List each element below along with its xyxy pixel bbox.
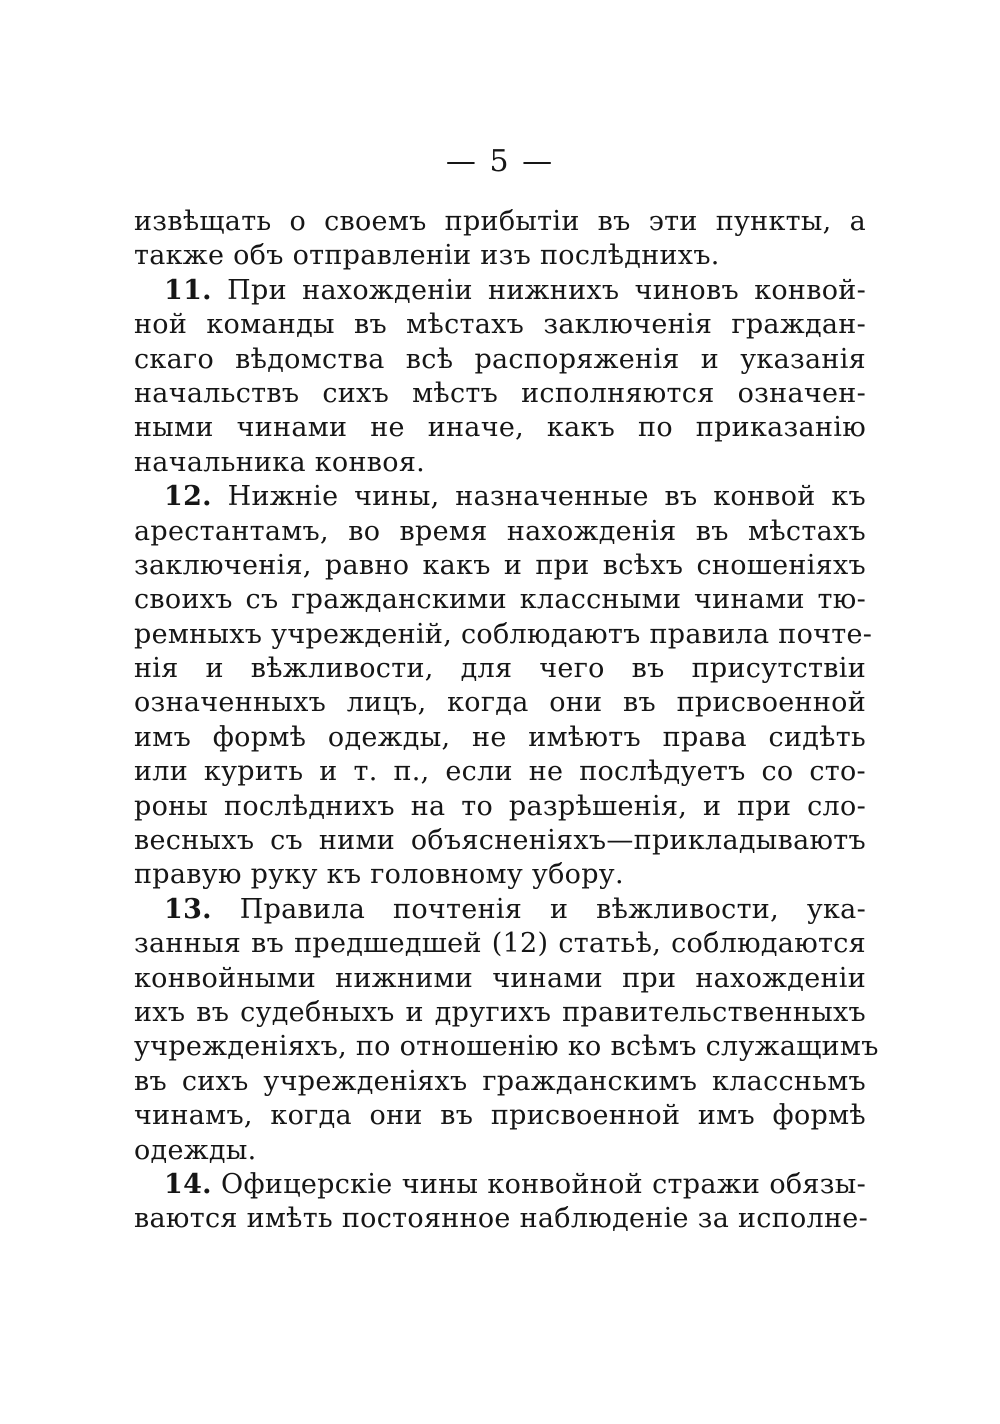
text-line: роны послѣднихъ на то разрѣшенія, и при сло-	[134, 790, 866, 822]
text-line: нія и вѣжливости, для чего въ присутствіи	[134, 653, 866, 685]
page-number: — 5 —	[445, 144, 555, 179]
text-line: правую руку къ головному убору.	[134, 859, 624, 891]
text-line: скаго вѣдомства всѣ распоряженія и указанія	[134, 343, 866, 375]
text-line	[134, 274, 866, 308]
text-line: учрежденіяхъ, по отношенію ко всѣмъ служащимъ	[134, 1031, 879, 1063]
text-line: или курить и т. п., если не послѣдуетъ со сто-	[134, 756, 866, 788]
text-line: заключенія, равно какъ и при всѣхъ сношеніяхъ	[134, 549, 866, 581]
article-text: При нахожденіи нижнихъ чиновъ конвой-	[227, 274, 866, 306]
text-line: ихъ въ судебныхъ и другихъ правительственныхъ	[134, 996, 866, 1028]
text-line: ными чинами не иначе, какъ по приказанію	[134, 412, 866, 444]
text-line: ной команды въ мѣстахъ заключенія граждан-	[134, 309, 866, 341]
article-11	[134, 274, 866, 480]
article-text: Правила почтенія и вѣжливости, ука-	[239, 893, 867, 925]
article-12	[134, 480, 873, 893]
article-number: 12.	[164, 481, 212, 513]
article-text: Офицерскіе чины конвойной стражи обязы-	[221, 1168, 866, 1200]
text-line: одежды.	[134, 1134, 257, 1166]
text-line: извѣщать о своемъ прибытіи въ эти пункты, а	[134, 206, 866, 237]
text-line: ремныхъ учрежденій, соблюдаютъ правила почте-	[134, 618, 873, 650]
article-14	[134, 1168, 869, 1237]
text-line	[134, 1168, 866, 1202]
text-line: чинамъ, когда они въ присвоенной имъ формѣ	[134, 1100, 866, 1132]
paragraph-continuation	[134, 205, 866, 274]
text-line: начальника конвоя.	[134, 446, 426, 478]
text-line	[134, 480, 866, 514]
text-line	[134, 893, 866, 927]
text-line: имъ формѣ одежды, не имѣютъ права сидѣть	[134, 721, 866, 753]
text-line: въ сихъ учрежденіяхъ гражданскимъ классньмъ	[134, 1065, 866, 1097]
text-line: своихъ съ гражданскими классными чинами тю-	[134, 584, 866, 616]
article-number: 13.	[164, 893, 212, 925]
text-line: также объ отправленіи изъ послѣднихъ.	[134, 240, 720, 272]
article-number: 14.	[164, 1168, 212, 1200]
text-line: начальствъ сихъ мѣстъ исполняются означен-	[134, 377, 866, 409]
article-text: Нижніе чины, назначенные въ конвой къ	[227, 481, 866, 513]
page-body	[134, 205, 879, 1237]
text-line: занныя въ предшедшей (12) статьѣ, соблюдаются	[134, 928, 866, 960]
text-line: ваются имѣть постоянное наблюденіе за исполне-	[134, 1203, 869, 1235]
text-line: арестантамъ, во время нахожденія въ мѣстахъ	[134, 515, 866, 547]
text-line: весныхъ съ ними объясненіяхъ—прикладываютъ	[134, 825, 866, 857]
text-line: конвойными нижними чинами при нахожденіи	[134, 962, 866, 994]
article-number: 11.	[164, 274, 212, 306]
text-line: означенныхъ лицъ, когда они въ присвоенной	[134, 687, 866, 719]
article-13	[134, 893, 879, 1168]
